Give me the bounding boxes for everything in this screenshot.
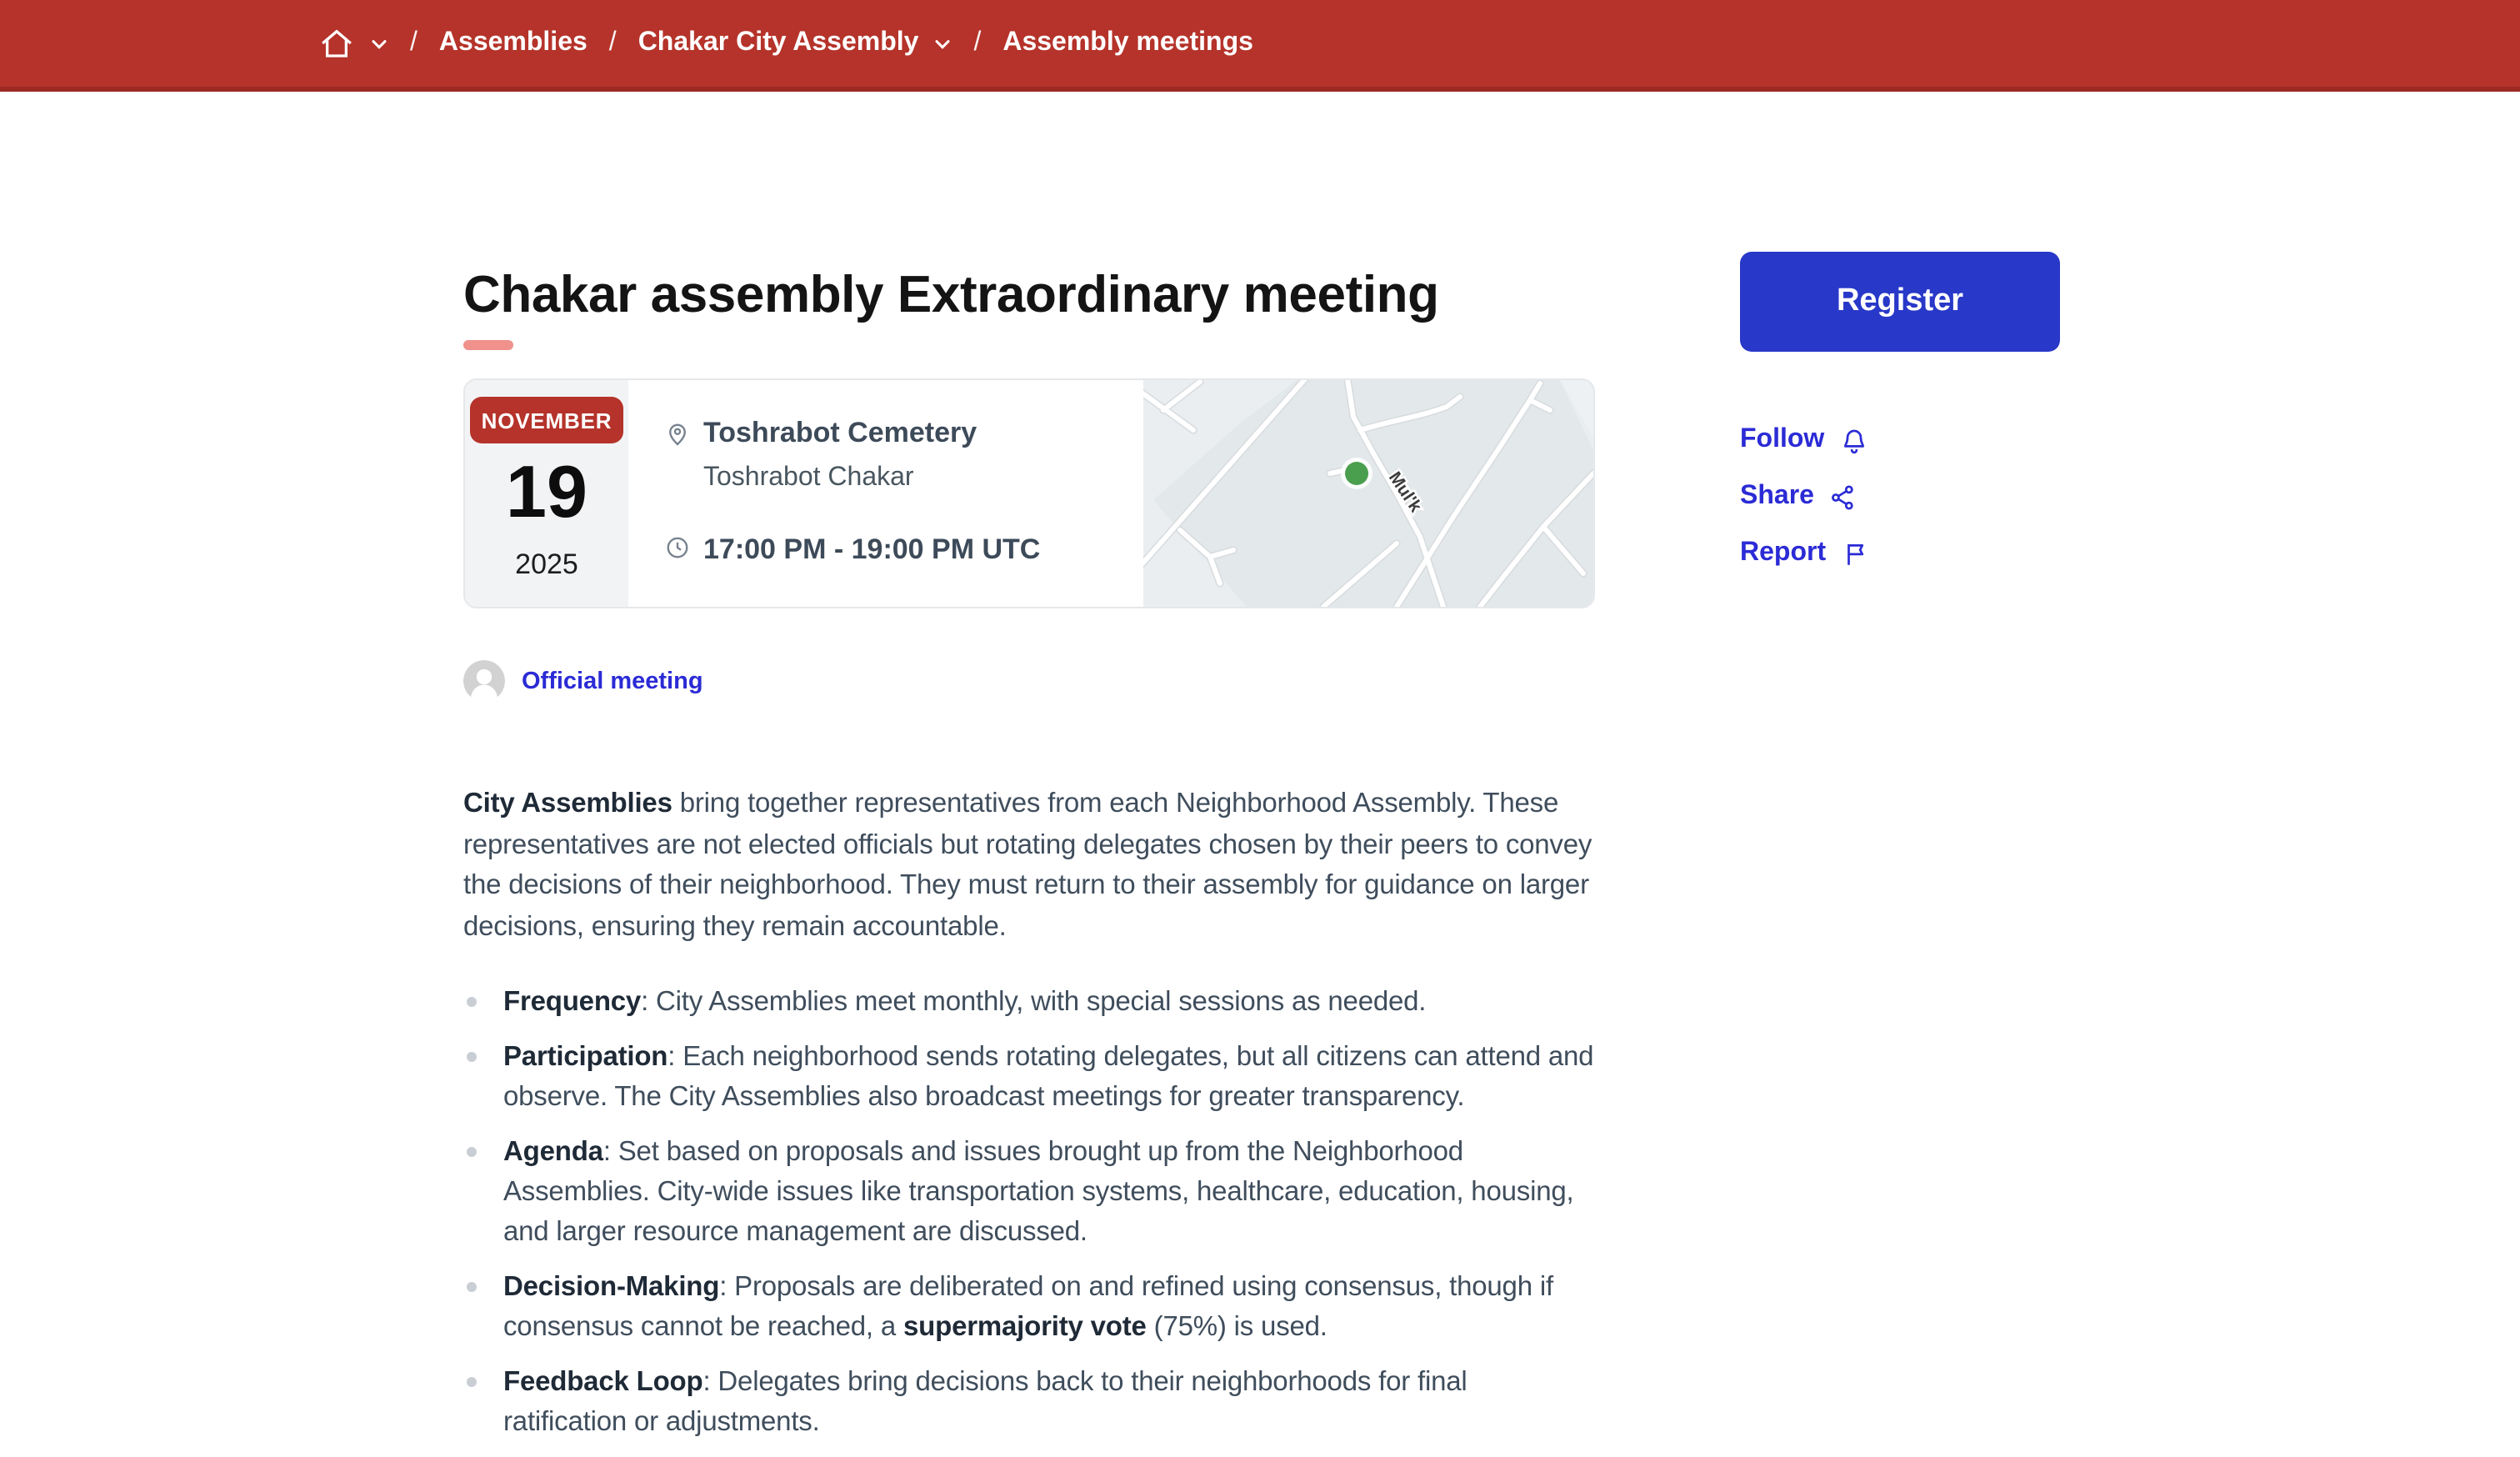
intro-text: bring together representatives from each Neighborhood Assembly. These representatives are not elected officials but rotating delegates chosen by their peers to convey the decisions of their neighborhood. They must return to their assembly for guidance on larger decisions, ensuring they remain accountable. [463, 789, 1592, 941]
flag-icon [1841, 539, 1869, 568]
chevron-down-icon [370, 34, 388, 53]
breadcrumb [0, 0, 2520, 92]
follow-link[interactable] [1740, 423, 2060, 457]
home-link[interactable] [318, 25, 355, 62]
event-details [628, 380, 1143, 607]
follow-label: Follow [1740, 425, 1825, 453]
report-link[interactable] [1740, 537, 2060, 570]
bullet-text: : Set based on proposals and issues brought up from the Neighborhood Assemblies. City-wide issues like transportation systems, healthcare, education, housing, and larger resource management are discussed. [503, 1137, 1574, 1247]
bullet-label: Decision-Making [503, 1272, 720, 1302]
bullet-label: Feedback Loop [503, 1367, 703, 1397]
bell-icon [1839, 426, 1868, 454]
list-item [503, 1037, 1595, 1117]
register-button[interactable]: Register [1740, 252, 2060, 352]
chevron-down-icon [933, 34, 952, 53]
share-label: Share [1740, 482, 1814, 510]
clock-icon [665, 535, 690, 560]
breadcrumb-item-assembly-meetings[interactable]: Assembly meetings [1002, 28, 1253, 57]
event-time: 17:00 PM - 19:00 PM UTC [703, 533, 1041, 565]
action-sidebar [1740, 252, 2060, 570]
assembly-dropdown-toggle[interactable] [933, 34, 952, 53]
breadcrumb-item-assemblies[interactable]: Assemblies [438, 28, 588, 57]
bullet-label: Agenda [503, 1137, 603, 1167]
bullet-text: : City Assemblies meet monthly, with special sessions as needed. [641, 987, 1427, 1017]
intro-bold-text: City Assemblies [463, 789, 672, 819]
list-item [503, 1267, 1595, 1347]
share-icon [1829, 483, 1858, 511]
bullet-label: Participation [503, 1042, 668, 1072]
avatar [463, 660, 505, 702]
home-dropdown-toggle[interactable] [370, 34, 388, 53]
breadcrumb-item-chakar-city-assembly[interactable]: Chakar City Assembly [638, 28, 919, 57]
main-content [463, 263, 1595, 1457]
map-road-label: Mul'k [1384, 468, 1426, 516]
meeting-details-list [463, 982, 1595, 1442]
home-icon [318, 25, 355, 62]
month-badge: NOVEMBER [470, 397, 623, 443]
report-label: Report [1740, 538, 1827, 567]
title-underline [463, 340, 513, 350]
bullet-text: : Delegates bring decisions back to their neighborhoods for final ratification or adjustments. [503, 1367, 1468, 1437]
page-title: Chakar assembly Extraordinary meeting [463, 265, 1439, 323]
location-address: Toshrabot Chakar [703, 463, 914, 492]
event-card [463, 378, 1595, 608]
map-thumbnail [1143, 380, 1593, 607]
breadcrumb-separator: / [410, 28, 418, 57]
author-row [463, 660, 1595, 702]
bullet-label: Frequency [503, 987, 642, 1017]
intro-paragraph [463, 784, 1595, 947]
location-pin-icon [665, 418, 690, 447]
bullet-text: : Proposals are deliberated on and refined using consensus, though if consensus cannot be reached, a [503, 1272, 1553, 1342]
share-link[interactable] [1740, 480, 2060, 513]
bullet-text: : Each neighborhood sends rotating delegates, but all citizens can attend and observe. The City Assemblies also broadcast meetings for greater transparency. [503, 1042, 1594, 1112]
location-name: Toshrabot Cemetery [703, 417, 978, 448]
event-year: 2025 [515, 548, 578, 580]
official-meeting-link[interactable]: Official meeting [522, 668, 703, 694]
breadcrumb-separator: / [973, 28, 982, 57]
bullet-bold-text: supermajority vote [903, 1312, 1147, 1342]
date-panel [465, 380, 628, 607]
list-item [503, 1362, 1595, 1442]
event-day: 19 [506, 452, 588, 533]
list-item [503, 1132, 1595, 1252]
bullet-text: (75%) is used. [1146, 1312, 1328, 1342]
list-item [503, 982, 1595, 1022]
breadcrumb-separator: / [608, 28, 617, 57]
